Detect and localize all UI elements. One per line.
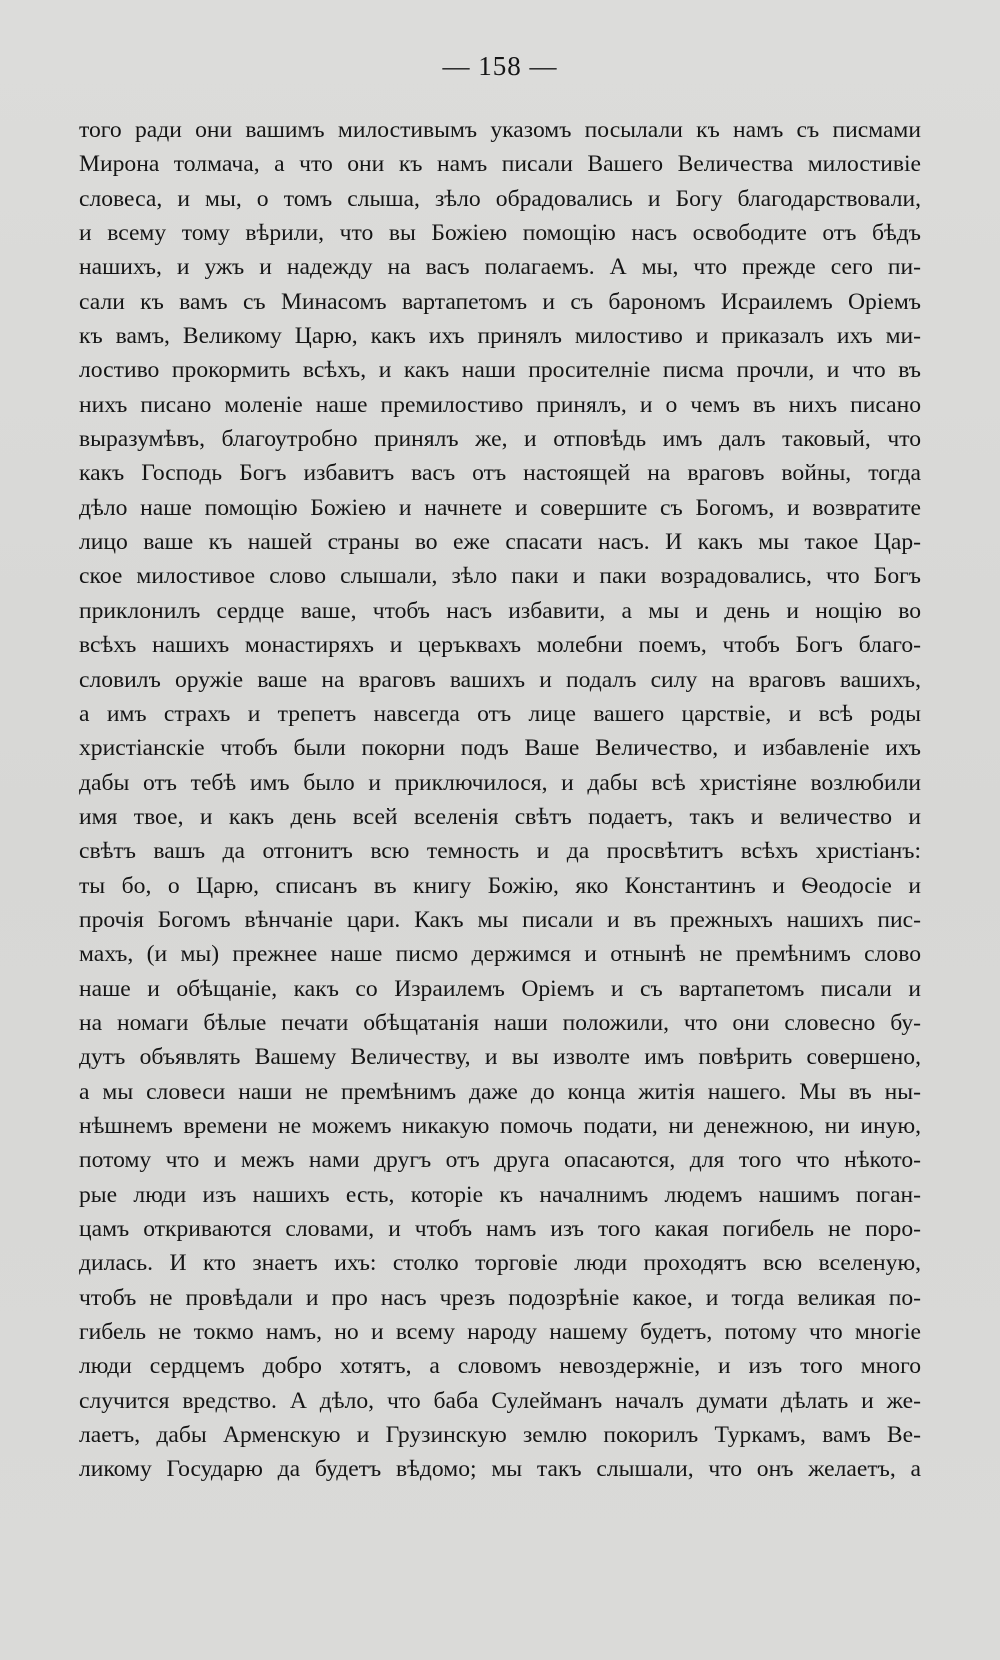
- text-line: а имъ страхъ и трепетъ навсегда отъ лице вашего царствіе, и всѣ роды: [79, 700, 921, 727]
- text-line: христіанскіе чтобъ были покорни подъ Ваше Величество, и избавленіе ихъ: [79, 735, 921, 762]
- text-line: а мы словеси наши не премѣнимъ даже до конца житія нашего. Мы въ ны-: [79, 1078, 921, 1105]
- text-line: нѣшнемъ времени не можемъ никакую помочь подати, ни денежною, ни иную,: [79, 1112, 921, 1139]
- text-line: словеса, и мы, о томъ слыша, зѣло обрадовались и Богу благодарствовали,: [79, 185, 921, 212]
- text-line: нашихъ, и ужъ и надежду на васъ полагаемъ. А мы, что прежде сего пи-: [79, 254, 921, 281]
- text-line: къ вамъ, Великому Царю, какъ ихъ принялъ милостиво и приказалъ ихъ ми-: [79, 323, 921, 350]
- text-line: гибель не токмо намъ, но и всему народу нашему будетъ, потому что многіе: [79, 1319, 921, 1346]
- text-line: лаетъ, дабы Арменскую и Грузинскую землю покорилъ Туркамъ, вамъ Ве-: [79, 1422, 921, 1449]
- text-line: того ради они вашимъ милостивымъ указомъ посылали къ намъ съ писмами: [79, 117, 921, 143]
- text-line: дабы отъ тебѣ имъ было и приключилося, и дабы всѣ христіяне возлюбили: [79, 769, 921, 796]
- text-line: нихъ писано моленіе наше премилостиво принялъ, и о чемъ въ нихъ писано: [79, 391, 921, 418]
- text-line: чтобъ не провѣдали и про насъ чрезъ подозрѣніе какое, и тогда великая по-: [79, 1284, 921, 1311]
- text-line: наше и обѣщаніе, какъ со Израилемъ Оріемъ и съ вартапетомъ писали и: [79, 975, 921, 1002]
- text-line: случится вредство. А дѣло, что баба Сулейманъ началъ думати дѣлать и же-: [79, 1387, 921, 1414]
- text-line: ское милостивое слово слышали, зѣло паки и паки возрадовались, что Богъ: [79, 563, 921, 590]
- text-line: дѣло наше помощію Божіею и начнете и совершите съ Богомъ, и возвратите: [79, 494, 921, 521]
- text-line: на номаги бѣлые печати обѣщатанія наши положили, что они словесно бу-: [79, 1009, 921, 1036]
- text-line: дилась. И кто знаетъ ихъ: столко торговіе люди проходятъ всю вселеную,: [79, 1250, 921, 1277]
- text-line: имя твое, и какъ день всей вселенія свѣтъ подаетъ, такъ и величество и: [79, 803, 921, 830]
- page-number: — 158 —: [442, 51, 558, 81]
- body-text: [79, 113, 921, 1487]
- text-line: приклонилъ сердце ваше, чтобъ насъ избавити, а мы и день и нощію во: [79, 597, 921, 624]
- text-line: словилъ оружіе ваше на враговъ вашихъ и подалъ силу на враговъ вашихъ,: [79, 666, 921, 693]
- text-line: Мирона толмача, а что они къ намъ писали Вашего Величества милостивіе: [79, 151, 921, 178]
- text-line: прочія Богомъ вѣнчаніе цари. Какъ мы писали и въ прежныхъ нашихъ пис-: [79, 906, 921, 933]
- text-line: и всему тому вѣрили, что вы Божіею помощію насъ освободите отъ бѣдъ: [79, 220, 921, 247]
- text-line: рые люди изъ нашихъ есть, которіе къ началнимъ людемъ нашимъ поган-: [79, 1181, 921, 1208]
- text-line: цамъ откриваются словами, и чтобъ намъ изъ того какая погибель не поро-: [79, 1216, 921, 1242]
- text-line: свѣтъ вашъ да отгонитъ всю темность и да просвѣтитъ всѣхъ христіанъ:: [79, 838, 921, 865]
- text-line: лостиво прокормить всѣхъ, и какъ наши просителніе писма прочли, и что въ: [79, 357, 921, 384]
- text-line: дутъ объявлять Вашему Величеству, и вы изволте имъ повѣрить совершено,: [79, 1044, 921, 1071]
- text-line: какъ Господь Богъ избавитъ васъ отъ настоящей на враговъ войны, тогда: [79, 460, 921, 487]
- text-line: махъ, (и мы) прежнее наше писмо держимся и отнынѣ не премѣнимъ слово: [79, 941, 921, 968]
- text-line: люди сердцемъ добро хотятъ, а словомъ невоздержніе, и изъ того много: [79, 1353, 921, 1380]
- text-line: потому что и межъ нами другъ отъ друга опасаются, для того что нѣкото-: [79, 1147, 921, 1174]
- text-line: лицо ваше къ нашей страны во еже спасати насъ. И какъ мы такое Цар-: [79, 529, 921, 556]
- text-line: всѣхъ нашихъ монастиряхъ и церъквахъ молебни поемъ, чтобъ Богъ благо-: [79, 632, 921, 659]
- text-line: выразумѣвъ, благоутробно принялъ же, и отповѣдь имъ далъ таковый, что: [79, 426, 921, 453]
- text-line: ликому Государю да будетъ вѣдомо; мы такъ слышали, что онъ желаетъ, а: [79, 1456, 921, 1483]
- text-line: ты бо, о Царю, списанъ въ книгу Божію, яко Константинъ и Ѳеодосіе и: [79, 872, 921, 899]
- text-line: сали къ вамъ съ Минасомъ вартапетомъ и съ барономъ Исраилемъ Оріемъ: [79, 288, 921, 315]
